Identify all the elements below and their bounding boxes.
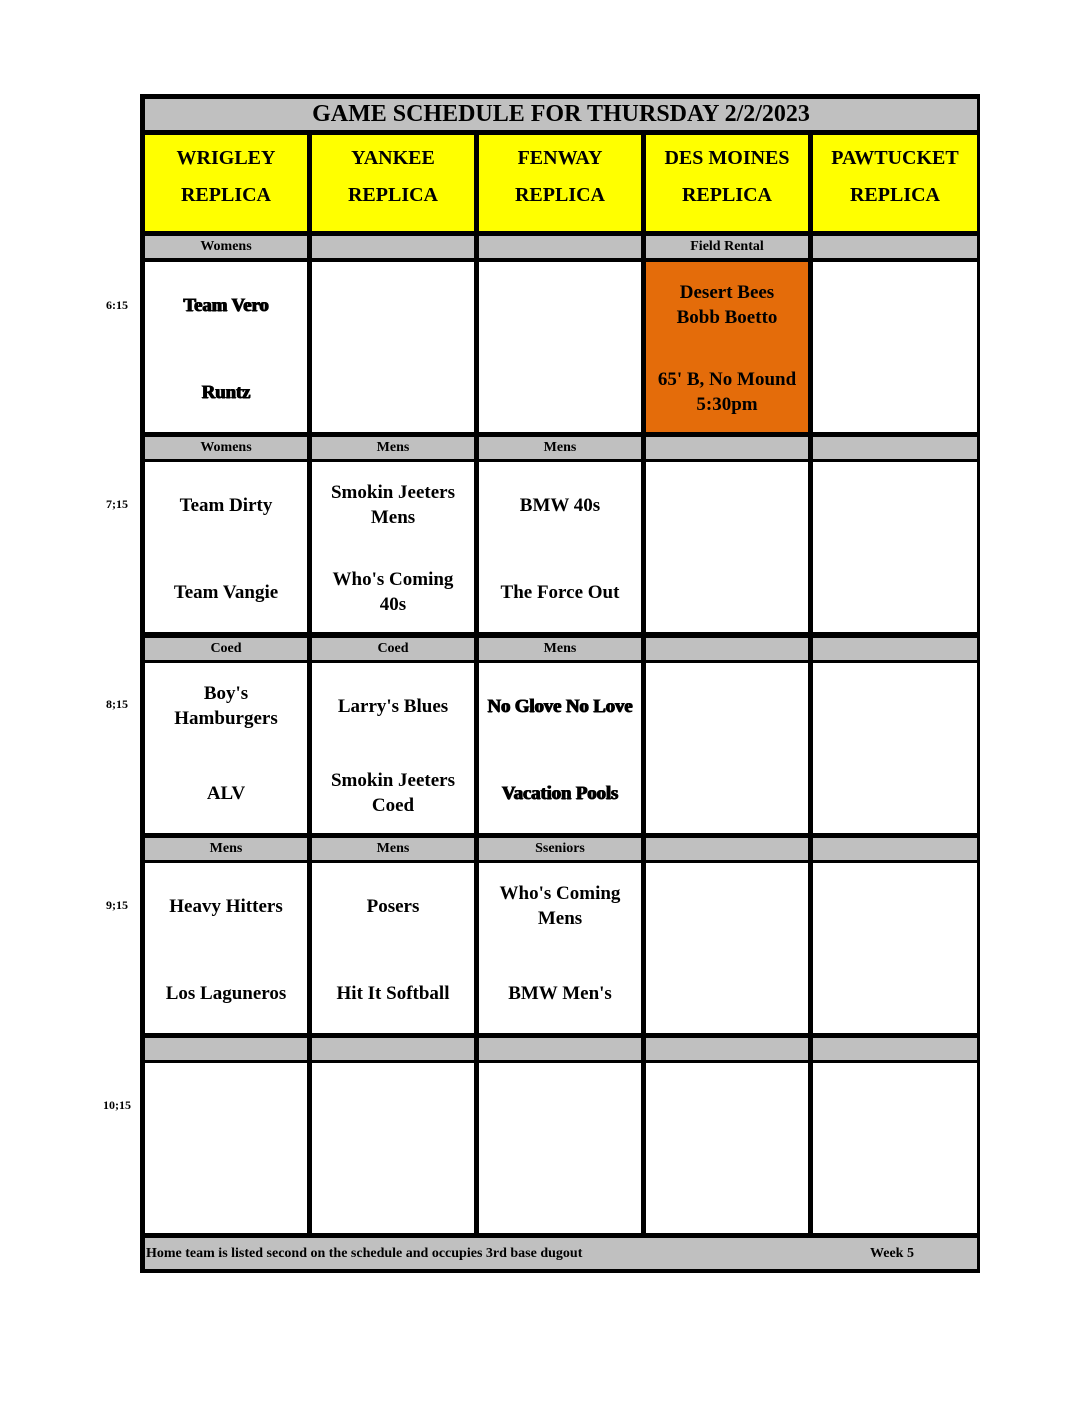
home-team: Runtz bbox=[201, 381, 251, 403]
field-name: YANKEE bbox=[351, 147, 435, 169]
division-label bbox=[813, 437, 977, 459]
footer-bar bbox=[145, 1238, 977, 1269]
field-header-1 bbox=[312, 135, 474, 231]
division-label: Mens bbox=[312, 437, 474, 459]
field-name: DES MOINES bbox=[664, 147, 790, 169]
field-subtitle: REPLICA bbox=[681, 184, 772, 206]
division-label bbox=[479, 236, 641, 258]
away-team: Posers bbox=[366, 895, 420, 917]
home-team: BMW Men's bbox=[508, 982, 612, 1004]
field-subtitle: REPLICA bbox=[180, 184, 271, 206]
home-team: Who's Coming 40s bbox=[332, 569, 454, 615]
game-cell bbox=[479, 1063, 641, 1233]
away-team: Smokin Jeeters Mens bbox=[330, 482, 455, 528]
division-label: Coed bbox=[145, 638, 307, 660]
field-header-4 bbox=[813, 135, 977, 231]
game-cell bbox=[646, 1063, 808, 1233]
away-team: Team Vero bbox=[183, 294, 269, 316]
game-cell bbox=[479, 262, 641, 432]
division-label: Mens bbox=[479, 638, 641, 660]
time-slot-label: 7;15 bbox=[106, 497, 128, 511]
game-cell bbox=[312, 863, 474, 1033]
game-cell bbox=[646, 663, 808, 833]
home-team: Smokin Jeeters Coed bbox=[330, 770, 455, 816]
game-cell bbox=[646, 462, 808, 632]
game-cell bbox=[145, 863, 307, 1033]
game-cell bbox=[312, 462, 474, 632]
division-label bbox=[813, 1038, 977, 1060]
game-cell bbox=[312, 262, 474, 432]
home-team: Team Vangie bbox=[173, 581, 279, 603]
division-label bbox=[312, 1038, 474, 1060]
division-label bbox=[813, 838, 977, 860]
division-label bbox=[145, 1038, 307, 1060]
home-team: Hit It Softball bbox=[336, 982, 450, 1004]
game-cell bbox=[145, 1063, 307, 1233]
division-label: Womens bbox=[145, 437, 307, 459]
game-cell bbox=[813, 262, 977, 432]
game-cell bbox=[479, 462, 641, 632]
division-label bbox=[312, 236, 474, 258]
field-header-0 bbox=[145, 135, 307, 231]
game-cell bbox=[312, 1063, 474, 1233]
game-cell bbox=[479, 863, 641, 1033]
game-cell bbox=[813, 462, 977, 632]
division-label: Mens bbox=[145, 838, 307, 860]
game-cell bbox=[145, 262, 307, 432]
field-header-2 bbox=[479, 135, 641, 231]
home-team: The Force Out bbox=[500, 581, 620, 603]
home-team: ALV bbox=[206, 782, 246, 804]
away-team: Team Dirty bbox=[179, 494, 273, 516]
field-subtitle: REPLICA bbox=[347, 184, 438, 206]
time-slot-label: 8;15 bbox=[106, 697, 128, 711]
home-team: Vacation Pools bbox=[501, 782, 619, 804]
game-cell bbox=[813, 663, 977, 833]
division-label bbox=[646, 437, 808, 459]
away-team: No Glove No Love bbox=[487, 695, 633, 717]
away-team: BMW 40s bbox=[519, 494, 601, 516]
game-cell bbox=[646, 262, 808, 432]
field-name: FENWAY bbox=[517, 147, 603, 169]
away-team: Larry's Blues bbox=[337, 695, 449, 717]
away-team: Desert Bees Bobb Boetto bbox=[676, 282, 778, 328]
division-label bbox=[813, 638, 977, 660]
time-slot-label: 10;15 bbox=[103, 1098, 131, 1112]
home-team: 65' B, No Mound 5:30pm bbox=[657, 369, 797, 415]
schedule-title: GAME SCHEDULE FOR THURSDAY 2/2/2023 bbox=[145, 99, 977, 130]
division-label bbox=[646, 638, 808, 660]
game-cell bbox=[145, 663, 307, 833]
division-label: Mens bbox=[312, 838, 474, 860]
week-label: Week 5 bbox=[870, 1245, 914, 1261]
field-subtitle: REPLICA bbox=[514, 184, 605, 206]
division-label: Mens bbox=[479, 437, 641, 459]
game-cell bbox=[479, 663, 641, 833]
field-name: PAWTUCKET bbox=[831, 147, 959, 169]
game-cell bbox=[145, 462, 307, 632]
away-team: Who's Coming Mens bbox=[499, 883, 621, 929]
field-subtitle: REPLICA bbox=[849, 184, 940, 206]
game-cell bbox=[312, 663, 474, 833]
field-header-3 bbox=[646, 135, 808, 231]
time-slot-label: 9;15 bbox=[106, 898, 128, 912]
field-name: WRIGLEY bbox=[176, 147, 276, 169]
division-label bbox=[646, 1038, 808, 1060]
division-label: Womens bbox=[145, 236, 307, 258]
schedule-table bbox=[140, 94, 980, 1273]
division-label bbox=[813, 236, 977, 258]
away-team: Boy's Hamburgers bbox=[174, 683, 278, 729]
time-slot-label: 6:15 bbox=[106, 298, 128, 312]
home-team: Los Laguneros bbox=[165, 982, 287, 1004]
division-label bbox=[479, 1038, 641, 1060]
game-cell bbox=[646, 863, 808, 1033]
game-cell bbox=[813, 863, 977, 1033]
away-team: Heavy Hitters bbox=[169, 895, 283, 917]
game-cell bbox=[813, 1063, 977, 1233]
division-label bbox=[646, 838, 808, 860]
footer-note: Home team is listed second on the schedule and occupies 3rd base dugout bbox=[146, 1245, 583, 1261]
division-label: Coed bbox=[312, 638, 474, 660]
division-label: Field Rental bbox=[646, 236, 808, 258]
division-label: Sseniors bbox=[479, 838, 641, 860]
